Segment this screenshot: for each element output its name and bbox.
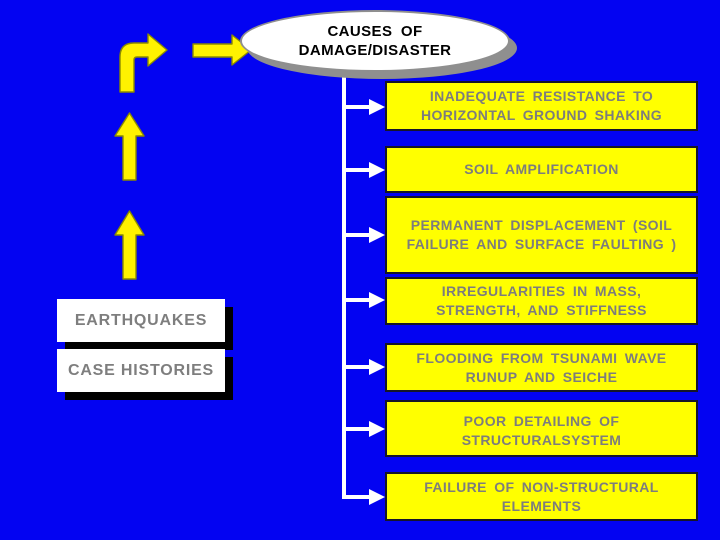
branch-arrow-icon [369,162,385,178]
branch-line [344,298,371,302]
cause-label: POOR DETAILING OF STRUCTURALSYSTEM [461,413,622,448]
branch-arrow-icon [369,99,385,115]
cause-box-nonstructural-failure [385,472,698,521]
cause-box-poor-detailing [385,400,698,457]
cause-label: IRREGULARITIES IN MASS, STRENGTH, AND STIFFNESS [436,283,647,318]
branch-line [344,233,371,237]
branch-line [344,427,371,431]
branch-line [344,365,371,369]
connector-trunk-line [342,66,346,499]
title-line-2: DAMAGE/DISASTER [298,42,452,59]
case-histories-box [57,349,225,392]
cause-label: INADEQUATE RESISTANCE TO HORIZONTAL GROUND SHAKING [420,88,663,123]
branch-line [344,495,371,499]
cause-box-soil-amplification [385,146,698,193]
cause-label: PERMANENT DISPLACEMENT (SOIL FAILURE AND SURFACE FAULTING ) [406,217,677,252]
title-ellipse [240,10,510,72]
branch-arrow-icon [369,292,385,308]
up-arrow-icon [115,113,144,180]
cause-box-inadequate-resistance [385,81,698,131]
cause-box-irregularities [385,277,698,325]
earthquakes-box [57,299,225,342]
case-histories-label: CASE HISTORIES [67,361,215,379]
cause-label: FAILURE OF NON-STRUCTURAL ELEMENTS [424,478,659,514]
branch-arrow-icon [369,421,385,437]
branch-line [344,105,371,109]
up-arrow-icon [115,211,144,279]
earthquakes-label: EARTHQUAKES [74,311,208,329]
cause-label: FLOODING FROM TSUNAMI WAVE RUNUP AND SEICHE [416,349,667,385]
branch-line [344,168,371,172]
cause-label: SOIL AMPLIFICATION [464,161,619,177]
bent-up-right-arrow-icon [120,34,167,92]
cause-box-permanent-displacement [385,196,698,274]
branch-arrow-icon [369,489,385,505]
branch-arrow-icon [369,227,385,243]
cause-box-flooding-tsunami [385,343,698,392]
branch-arrow-icon [369,359,385,375]
title-line-1: CAUSES OF [327,23,423,40]
